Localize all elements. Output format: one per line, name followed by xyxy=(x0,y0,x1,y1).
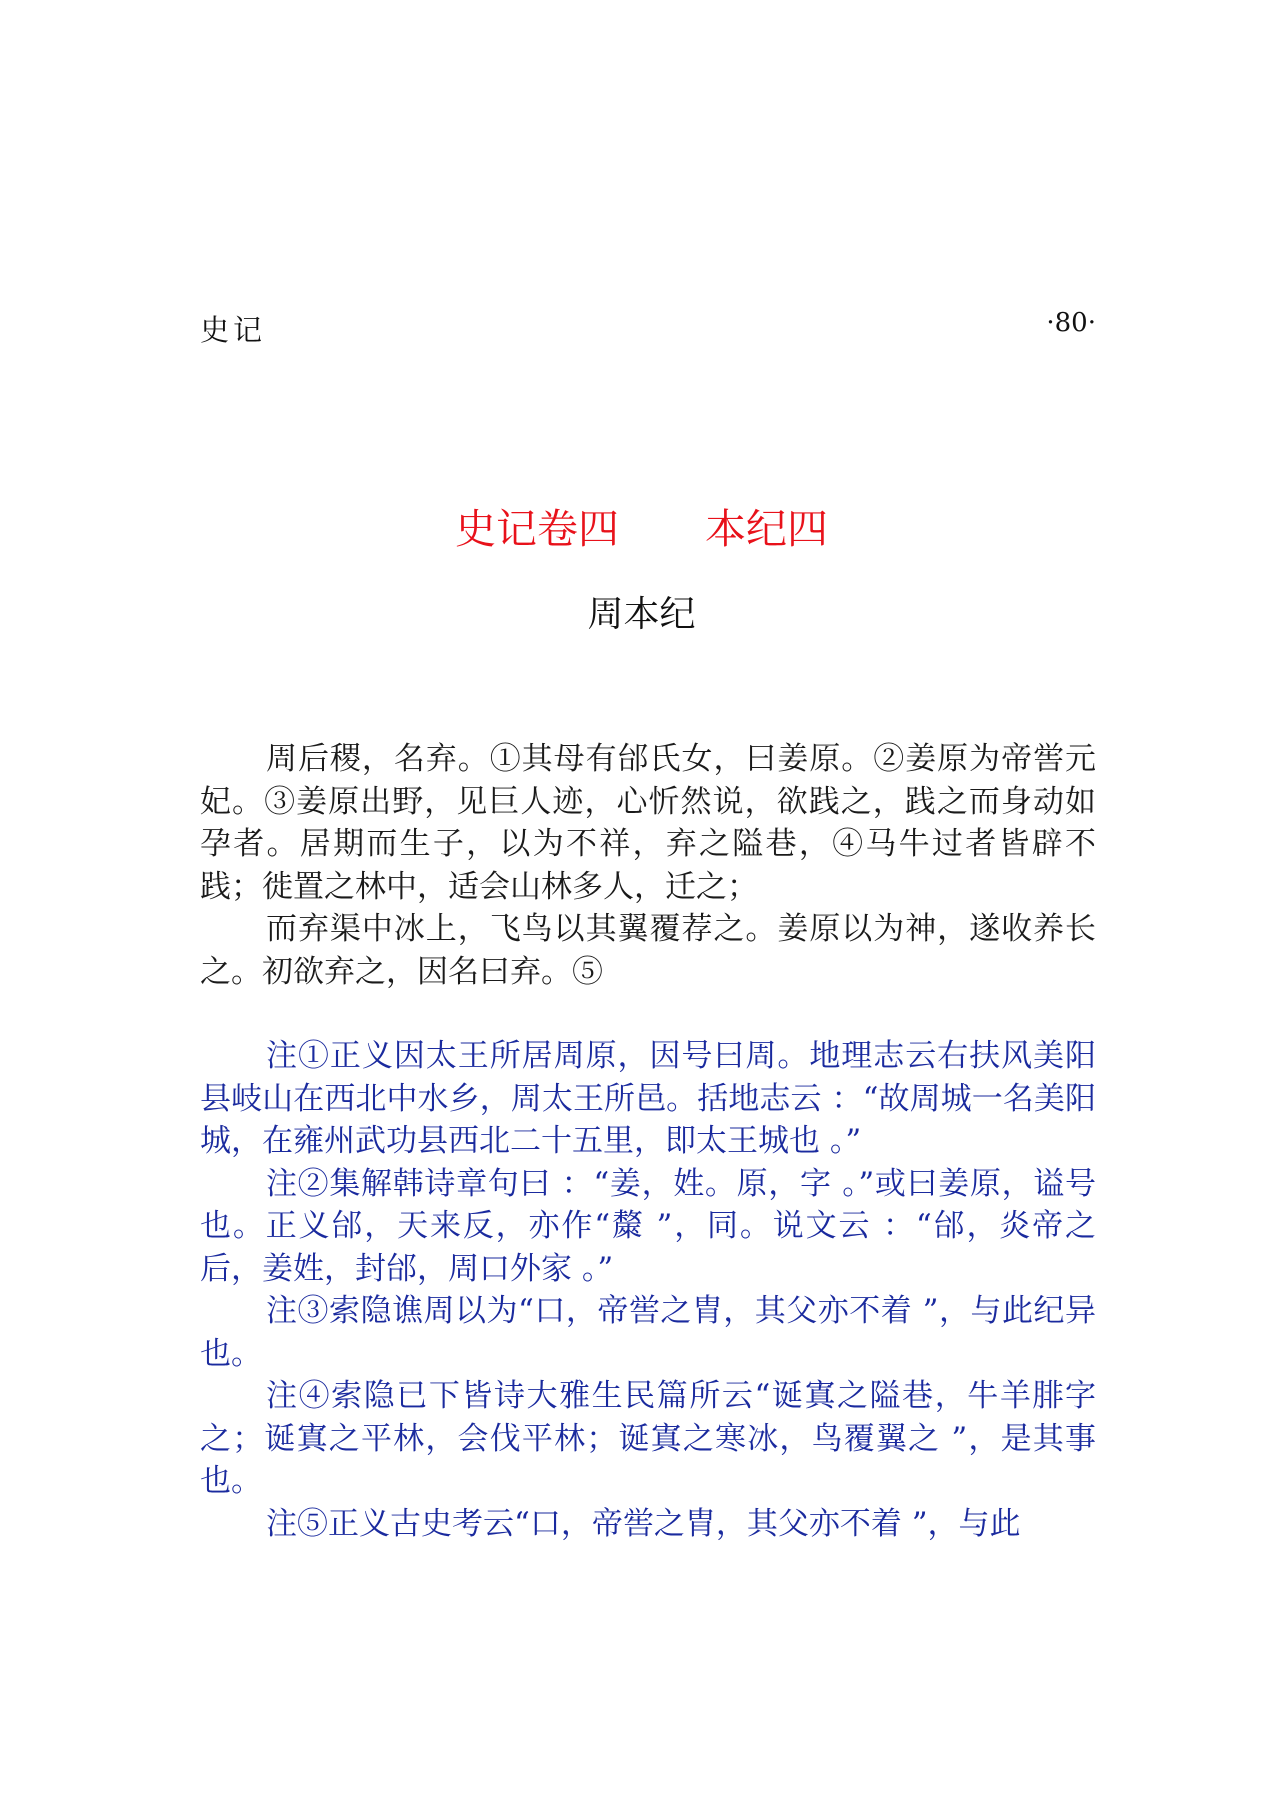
book-title: 史记 xyxy=(200,313,267,347)
chapter-title: 周本纪 xyxy=(587,594,696,635)
note-2: 注②集解韩诗章句曰 ：“姜，姓。原，字 。”或曰姜原，谥号也。正义邰，天来反，亦作“斄 ”，同。说文云 ：“邰，炎帝之后，姜姓，封邰，周口外家 。” xyxy=(200,1165,1096,1287)
note-5: 注⑤正义古史考云“口，帝喾之胄，其父亦不着 ”，与此 xyxy=(266,1505,1021,1542)
note-4: 注④索隐已下皆诗大雅生民篇所云“诞寘之隘巷，牛羊腓字之；诞寘之平林，会伐平林；诞寘之寒冰，鸟覆翼之 ”，是其事也。 xyxy=(200,1378,1096,1499)
body-paragraph: 周后稷，名弃。①其母有邰氏女，曰姜原。②姜原为帝喾元妃。③姜原出野，见巨人迹，心忻然说，欲践之，践之而身动如孕者。居期而生子，以为不祥，弃之隘巷，④马牛过者皆辟不践；徙置之林中，适会山林多人，迁之； xyxy=(200,741,1096,905)
page-number: ·80· xyxy=(1046,308,1096,338)
body-paragraph: 而弃渠中冰上，飞鸟以其翼覆荐之。姜原以为神，遂收养长之。初欲弃之，因名曰弃。⑤ xyxy=(200,911,1096,990)
annotations xyxy=(200,1035,1096,1545)
main-text xyxy=(200,738,1096,993)
running-header xyxy=(200,308,1096,348)
volume-heading xyxy=(0,496,1283,555)
section-title: 本纪四 xyxy=(705,505,828,553)
note-1: 注①正义因太王所居周原，因号曰周。地理志云右扶风美阳县岐山在西北中水乡，周太王所邑。括地志云 ：“故周城一名美阳城，在雍州武功县西北二十五里，即太王城也 。” xyxy=(200,1038,1096,1159)
note-3: 注③索隐谯周以为“口，帝喾之胄，其父亦不着 ”，与此纪异也。 xyxy=(200,1293,1096,1372)
volume-title: 史记卷四 xyxy=(455,505,619,553)
